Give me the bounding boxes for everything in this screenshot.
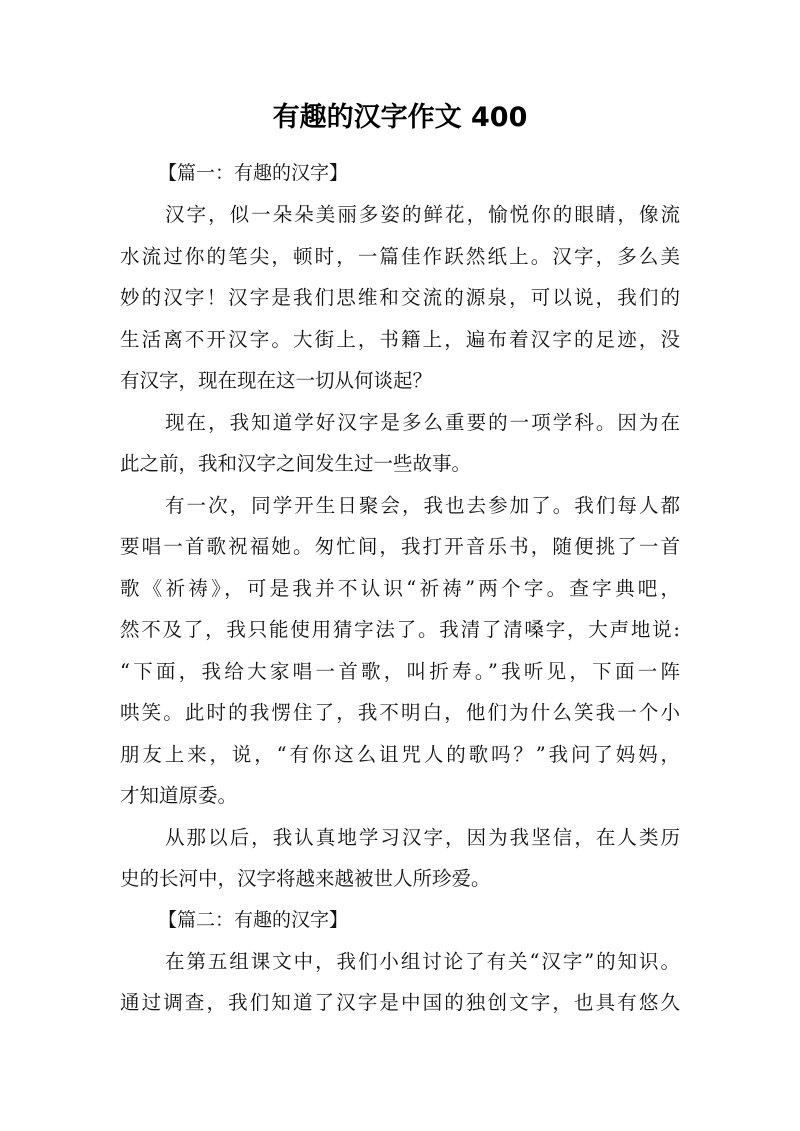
paragraph (120, 485, 680, 817)
text-line: 哄笑。此时的我愣住了，我不明白，他们为什么笑我一个小 (120, 701, 680, 724)
text-line: 有一次，同学开生日聚会，我也去参加了。我们每人都 (165, 493, 680, 517)
paragraph (120, 402, 680, 485)
text-line: 通过调查，我们知道了汉字是中国的独创文字，也具有悠久 (120, 991, 680, 1014)
text-line: 然不及了，我只能使用猜字法了。我清了清嗓字，大声地说: (120, 618, 680, 641)
text-line: 水流过你的笔尖，顿时，一篇佳作跃然纸上。汉字，多么美 (120, 244, 680, 268)
text-line: “下面，我给大家唱一首歌，叫折寿。”我听见，下面一阵 (120, 659, 680, 683)
text-line: 要唱一首歌祝福她。匆忙间，我打开音乐书，随便挑了一首 (120, 535, 680, 558)
text-line: 朋友上来，说，“有你这么诅咒人的歌吗？”我问了妈妈， (120, 742, 680, 766)
text-line: 才知道原委。 (120, 784, 238, 807)
document-body (120, 153, 680, 1024)
text-line: 歌《祈祷》，可是我并不认识“祈祷”两个字。查字典吧， (120, 576, 680, 600)
text-line: 在第五组课文中，我们小组讨论了有关“汉字”的知识。 (165, 949, 680, 973)
paragraph (120, 817, 680, 900)
text-line: 现在，我知道学好汉字是多么重要的一项学科。因为在 (165, 410, 680, 434)
document-title: 有趣的汉字作文 400 (272, 102, 528, 133)
text-line: 史的长河中，汉字将越来越被世人所珍爱。 (120, 867, 491, 890)
text-line: 妙的汉字！汉字是我们思维和交流的源泉，可以说，我们的 (120, 286, 680, 309)
text-line: 此之前，我和汉字之间发生过一些故事。 (120, 452, 472, 475)
text-line: 生活离不开汉字。大街上，书籍上，遍布着汉字的足迹，没 (120, 327, 680, 351)
paragraph (120, 194, 680, 402)
text-line: 从那以后，我认真地学习汉字，因为我坚信，在人类历 (165, 825, 680, 849)
section-heading: 【篇一：有趣的汉字】 (158, 162, 349, 184)
text-line: 汉字，似一朵朵美丽多姿的鲜花，愉悦你的眼睛，像流 (165, 203, 680, 226)
text-line: 有汉字，现在现在这一切从何谈起？ (120, 369, 433, 392)
paragraph (120, 941, 680, 1024)
section-heading: 【篇二：有趣的汉字】 (158, 908, 349, 931)
